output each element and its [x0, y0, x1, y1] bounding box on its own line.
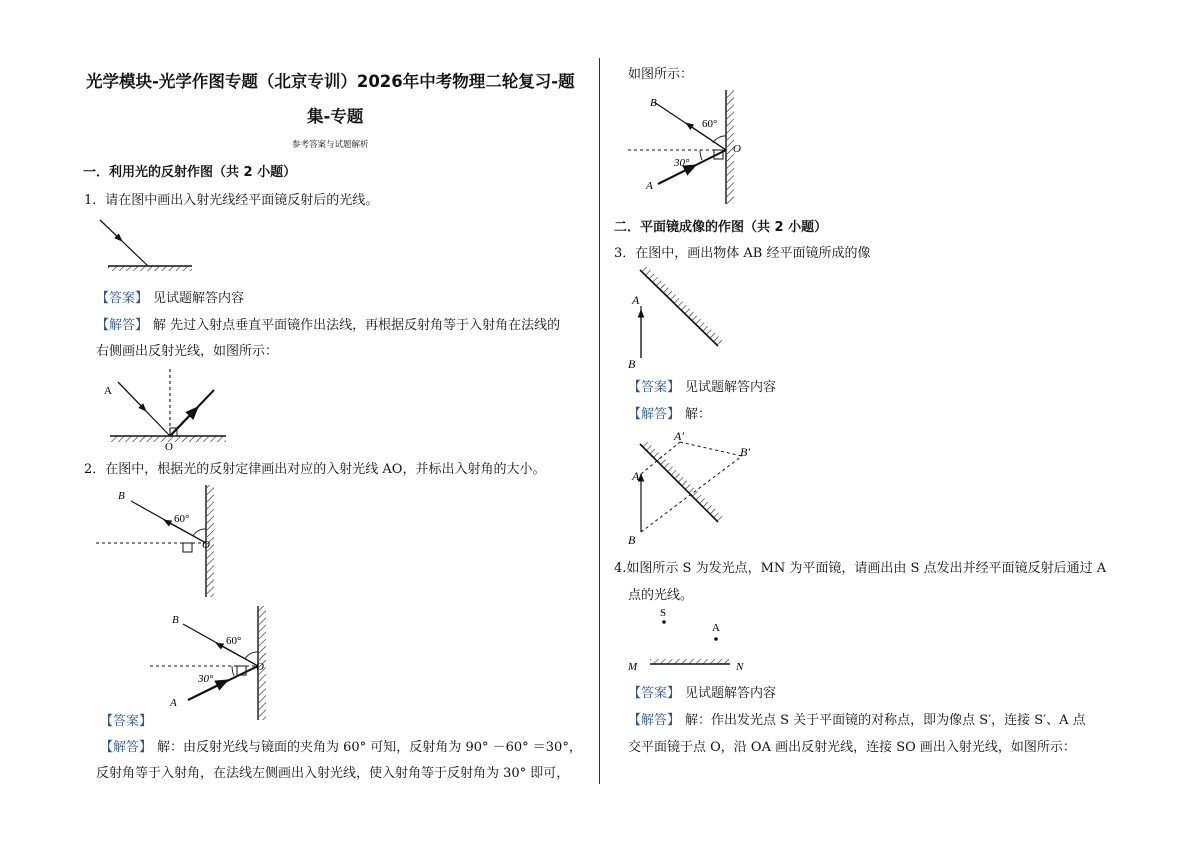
q2-label-o: O — [202, 539, 210, 551]
column-divider — [599, 58, 600, 784]
q3-solution-tag: 【解答】 — [628, 407, 681, 422]
q3-label-b: B — [628, 357, 636, 371]
q3-answer: 见试题解答内容 — [685, 380, 777, 395]
q2-solution-cont: 如图所示： — [628, 67, 694, 82]
q1-figure — [96, 216, 196, 272]
page-subtitle: 参考答案与试题解析 — [292, 140, 369, 150]
q4-label-s: S — [660, 607, 667, 619]
q1-label-o: O — [165, 441, 173, 453]
q1-solution-line2: 右侧画出反射光线，如图所示： — [96, 344, 279, 359]
q2-label-60: 60° — [174, 513, 190, 525]
q4-question-line1: 4.如图所示 S 为发光点，MN 为平面镜，请画出由 S 点发出并经平面镜反射后通过 A — [614, 561, 1107, 576]
page-title-cont: 集-专题 — [307, 107, 364, 126]
q3-solution-figure — [626, 428, 766, 546]
q4-label-a: A — [712, 622, 720, 634]
q2-sol-label-60: 60° — [226, 635, 242, 647]
q1-label-a: A — [104, 385, 112, 397]
q2-question: 2．在图中，根据光的反射定律画出对应的入射光线 AO，并标出入射角的大小。 — [84, 462, 546, 477]
q1-solution-line1: 解 先过入射点垂直平面镜作出法线，再根据反射角等于入射角在法线的 — [153, 318, 561, 333]
q1-question: 1．请在图中画出入射光线经平面镜反射后的光线。 — [84, 193, 379, 208]
q1-answer: 见试题解答内容 — [153, 291, 245, 306]
q3-sol-label-b: B — [628, 533, 636, 547]
q3-label-a-img: A′ — [674, 429, 684, 443]
q3-figure — [626, 266, 736, 372]
q3-label-b-img: B′ — [740, 445, 750, 459]
q2-rep-label-60: 60° — [702, 118, 718, 130]
q1-answer-tag: 【答案】 — [96, 291, 149, 306]
q4-figure — [626, 606, 756, 674]
section-heading-1: 一．利用光的反射作图（共 2 小题） — [83, 165, 297, 180]
q3-sol-label-a: A — [632, 469, 640, 483]
q2-rep-label-a: A — [646, 180, 653, 192]
q4-solution-line1: 解：作出发光点 S 关于平面镜的对称点，即为像点 S′，连接 S′、A 点 — [685, 713, 1086, 728]
q2-solution-figure — [150, 606, 275, 724]
page-title: 光学模块-光学作图专题（北京专训）2026年中考物理二轮复习-题 — [86, 72, 575, 91]
q3-solution: 解： — [685, 407, 712, 422]
q2-solution-figure-repeat — [628, 90, 753, 208]
q2-sol-label-30: 30° — [198, 673, 214, 685]
q2-sol-label-b: B — [172, 614, 179, 626]
q2-sol-label-o: O — [256, 661, 264, 673]
q4-label-n: N — [736, 661, 744, 673]
q4-label-m: M — [628, 661, 638, 673]
q2-rep-label-o: O — [733, 143, 741, 155]
q2-rep-label-30: 30° — [674, 157, 690, 169]
q2-solution-tag: 【解答】 — [100, 740, 153, 755]
q3-question: 3．在图中，画出物体 AB 经平面镜所成的像 — [614, 246, 871, 261]
q2-sol-label-a: A — [170, 697, 177, 709]
q1-solution-figure — [102, 366, 232, 453]
q3-answer-tag: 【答案】 — [628, 380, 681, 395]
q1-solution-tag: 【解答】 — [96, 318, 149, 333]
q2-rep-label-b: B — [650, 97, 657, 109]
q2-solution-line1: 解：由反射光线与镜面的夹角为 60° 可知，反射角为 90° －60° ＝30°， — [157, 740, 582, 755]
q4-answer: 见试题解答内容 — [685, 686, 777, 701]
q2-figure — [96, 485, 216, 600]
q4-solution-line2: 交平面镜于点 O，沿 OA 画出反射光线，连接 SO 画出入射光线，如图所示： — [628, 740, 1076, 755]
q3-label-a: A — [632, 293, 640, 307]
section-heading-2: 二．平面镜成像的作图（共 2 小题） — [614, 220, 828, 235]
q4-question-line2: 点的光线。 — [628, 588, 694, 603]
q2-answer-tag: 【答案】 — [100, 714, 153, 729]
q4-answer-tag: 【答案】 — [628, 686, 681, 701]
q2-solution-line2: 反射角等于入射角，在法线左侧画出入射光线，使入射角等于反射角为 30° 即可， — [96, 766, 570, 781]
q4-solution-tag: 【解答】 — [628, 713, 681, 728]
q2-label-b: B — [118, 490, 125, 502]
